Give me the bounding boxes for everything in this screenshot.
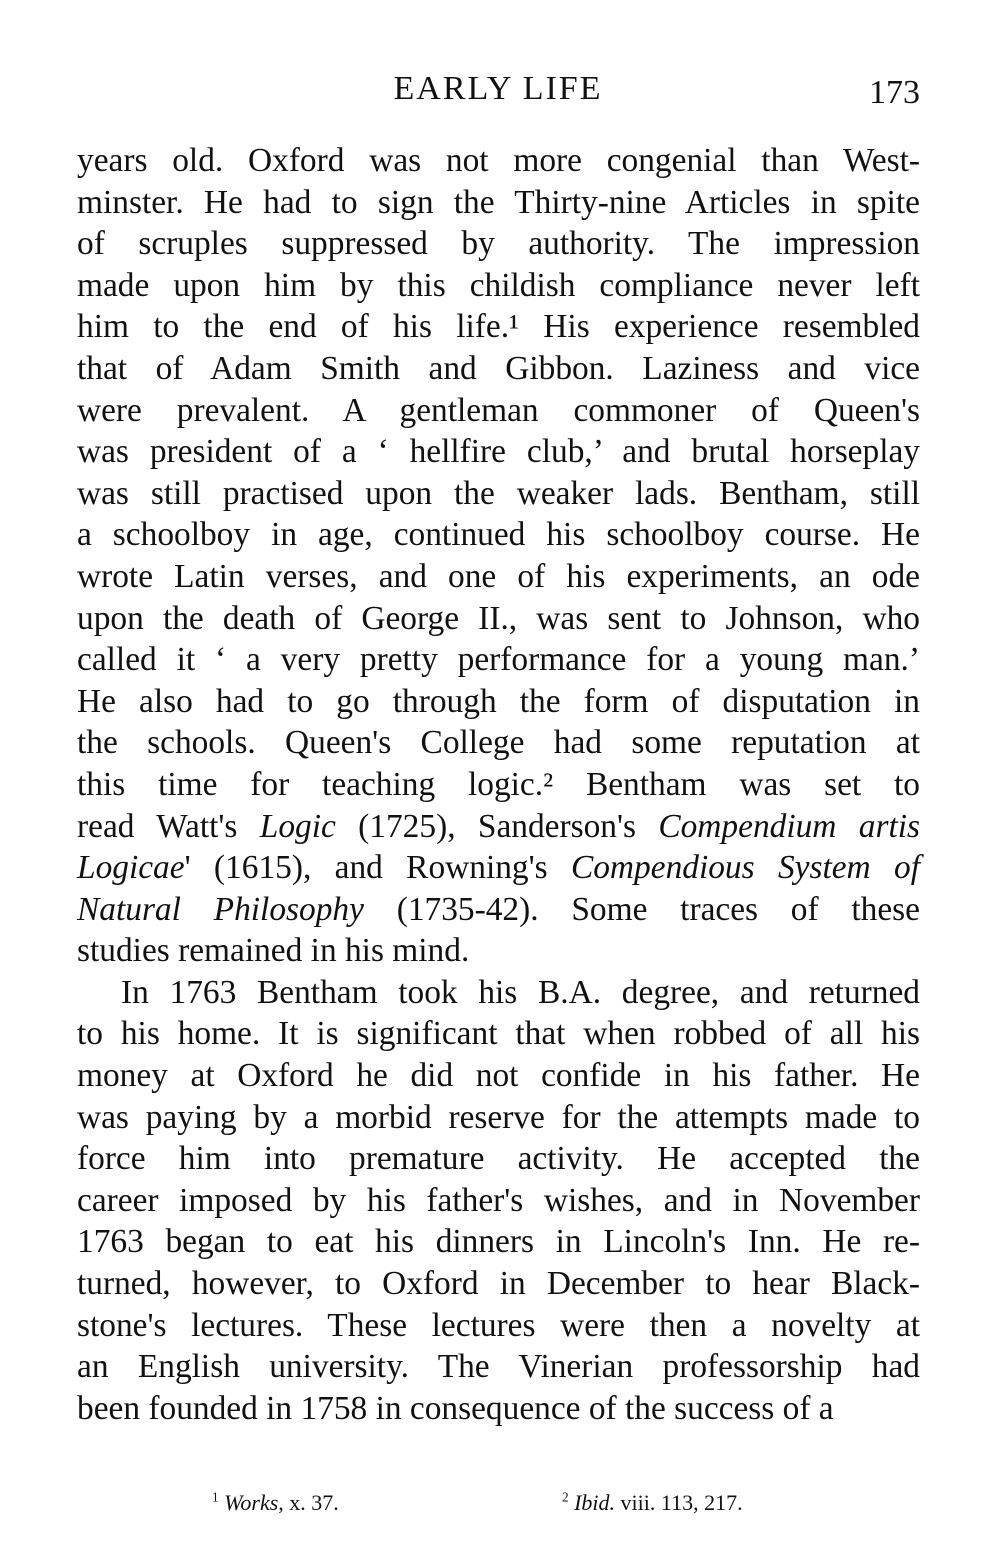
text-line: years old. Oxford was not more congenial than West- (77, 142, 920, 179)
text-line: In 1763 Bentham took his B.A. degree, and returned (121, 973, 920, 1011)
footnote-1-mark: 1 (212, 1489, 219, 1505)
italic-title: Compendious System of (570, 849, 920, 887)
italic-title: Natural Philosophy (77, 890, 364, 928)
text-line: that of Adam Smith and Gibbon. Laziness and vice (77, 349, 920, 387)
text-line: a schoolboy in age, continued his schoolboy course. He (77, 516, 920, 554)
text-line: 1763 began to eat his dinners in Lincoln's Inn. He re- (77, 1223, 920, 1261)
text-line (77, 806, 920, 848)
text-line: was still practised upon the weaker lads. Bentham, still (77, 474, 920, 512)
text-line: him to the end of his life.¹ His experience resembled (77, 308, 920, 346)
text-line: turned, however, to Oxford in December to hear Black- (77, 1265, 920, 1303)
text-line: force him into premature activity. He accepted the (77, 1140, 920, 1178)
italic-title: Compendium artis (658, 807, 920, 845)
text-segment: (1725), Sanderson's (335, 807, 659, 845)
text-line: upon the death of George II., was sent to Johnson, who (77, 599, 920, 637)
text-line: been founded in 1758 in consequence of the success of a (77, 1389, 834, 1427)
text-segment: (1735-42). Some traces of these (363, 890, 920, 928)
text-line: to his home. It is significant that when robbed of all his (77, 1015, 920, 1053)
text-line: was president of a ‘ hellfire club,’ and brutal horseplay (77, 433, 920, 471)
footnote-1-source: Works (224, 1490, 279, 1515)
text-line: the schools. Queen's College had some reputation at (77, 724, 920, 762)
text-line: minster. He had to sign the Thirty-nine Articles in spite (77, 183, 920, 221)
italic-title: Logicae (77, 849, 185, 887)
text-line (77, 847, 920, 889)
text-line: called it ‘ a very pretty performance for a young man.’ (77, 641, 920, 679)
text-line: was paying by a morbid reserve for the attempts made to (77, 1098, 920, 1136)
footnote-2-ref: viii. 113, 217. (615, 1490, 743, 1515)
text-line: wrote Latin verses, and one of his experiments, an ode (77, 557, 920, 595)
text-line: were prevalent. A gentleman commoner of Queen's (77, 391, 920, 429)
italic-title: Logic (259, 807, 336, 845)
text-segment: read Watt's (77, 807, 260, 845)
text-line: of scruples suppressed by authority. The impression (77, 225, 920, 263)
footnote-1-ref: , x. 37. (278, 1490, 339, 1515)
text-line: this time for teaching logic.² Bentham was set to (77, 765, 920, 803)
page-number: 173 (869, 74, 920, 111)
running-title: EARLY LIFE (393, 70, 603, 107)
text-line: an English university. The Vinerian professorship had (77, 1348, 920, 1386)
text-line: stone's lectures. These lectures were then a novelty at (77, 1306, 920, 1344)
text-line: career imposed by his father's wishes, and in November (77, 1181, 920, 1219)
text-line: money at Oxford he did not confide in his father. He (77, 1057, 920, 1095)
footnote-2 (562, 1490, 743, 1516)
footnote-2-mark: 2 (562, 1489, 569, 1505)
paragraph-2 (77, 972, 920, 1430)
text-line (77, 889, 920, 931)
footnote-1 (212, 1490, 339, 1516)
text-line: studies remained in his mind. (77, 932, 470, 970)
footnote-2-source: Ibid. (574, 1490, 616, 1515)
text-line: made upon him by this childish compliance never left (77, 266, 920, 304)
text-line: He also had to go through the form of disputation in (77, 682, 920, 720)
text-segment: ' (1615), and Rowning's (184, 849, 571, 887)
body-text (77, 140, 920, 1429)
paragraph-1 (77, 140, 920, 972)
running-head (76, 70, 920, 118)
